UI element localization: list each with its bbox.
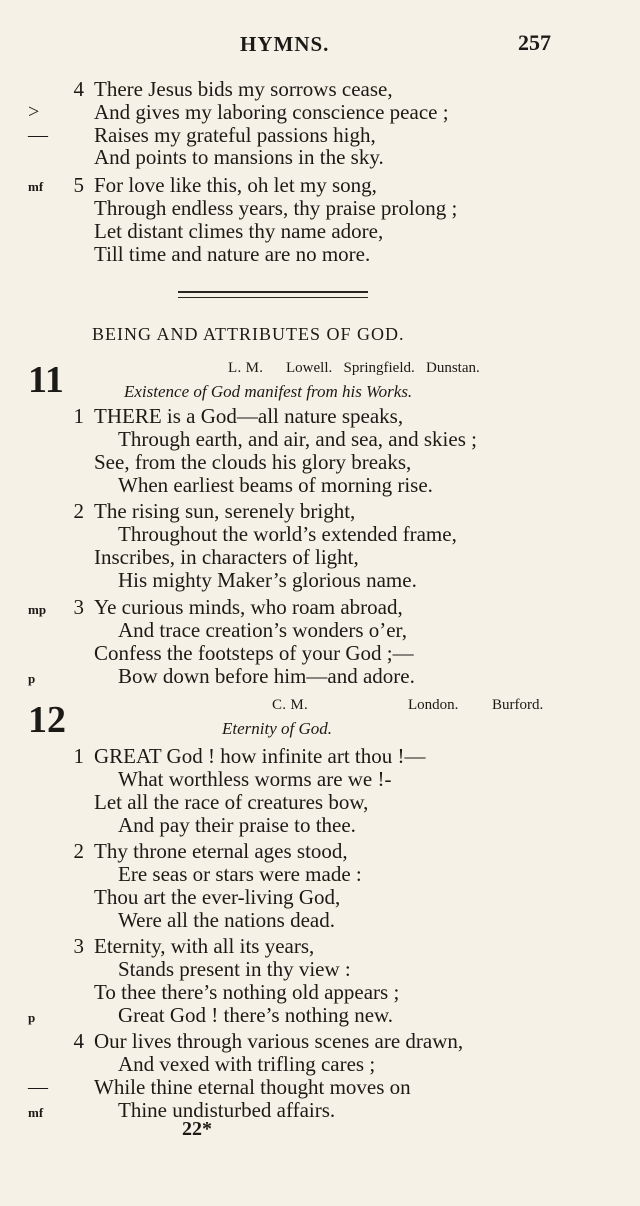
dynamic-mark: >: [28, 101, 40, 123]
verse-number: 3: [73, 934, 84, 958]
verse-number: 5: [73, 173, 84, 197]
page-number: 257: [518, 30, 551, 55]
double-rule-top: [178, 291, 368, 293]
dynamic-mark: mf: [28, 1105, 44, 1120]
verse-number: 2: [73, 839, 84, 863]
hymn-number: 11: [28, 359, 64, 401]
hymn-meter: L. M.: [228, 360, 264, 376]
hymn-number: 12: [28, 699, 66, 741]
signature-mark: 22*: [182, 1118, 212, 1140]
verse-number: 1: [73, 744, 84, 768]
double-rule-bottom: [178, 297, 368, 298]
dynamic-mark: p: [28, 1010, 36, 1025]
verse-number: 1: [73, 404, 84, 428]
dynamic-mark: mp: [28, 602, 47, 617]
verse-number: 2: [73, 499, 84, 523]
dynamic-mark: —: [28, 1076, 48, 1098]
running-header: HYMNS.: [240, 32, 330, 56]
hymnal-page: HYMNS. 257 4 There Jesus bids my sorrows cease, > And gives my laboring conscience peace ; — Raises my grateful passions high, And points to mansions in the sky. mf 5 For love like this, oh let my song, Through endless years, thy praise prolong ; Let distant climes thy name adore, Till time and nature are no more. BEING AND ATTRIBUTES OF GOD. 11 L. M. Lowell. Springfield. Dunstan. Existence of God manifest from his Works. 1 THERE is a God—all nature speaks, Through earth, and air, and sea, and skies ; See, from the clouds his glory breaks, When earliest beams of morning rise. 2 The rising sun, serenely bright, Throughout the world’s extended frame, Inscribes, in characters of light, His mighty Maker’s glorious name. mp 3 Ye curious minds, who roam abroad, And trace creation’s wonders o’er, Confess the footsteps of your God ;— p Bow down before him—and adore. 12 C. M. London. Burford. Eternity of God. 1 GREAT God ! how infinite art thou !— What worthless worms are we !- Let all the race of creatures bow, And pay their praise to thee. 2 Thy throne eternal ages stood, Ere seas or stars were made : Thou art the ever-living God, Were all the nations dead. 3 Eternity, with all its years, Stands present in thy view : To thee there’s nothing old appears ; p Great God ! there’s nothing new. 4 Our lives through various scenes are drawn, And vexed with trifling cares ; — While thine eternal thought moves on mf Thine undisturbed affairs. 22*: [28, 30, 551, 1140]
hymn-meter: C. M.: [272, 697, 309, 713]
dynamic-mark: mf: [28, 179, 44, 194]
verse-number: 4: [73, 77, 84, 101]
dynamic-mark: —: [28, 124, 48, 146]
hymn-subtitle: Eternity of God.: [222, 719, 333, 738]
dynamic-mark: p: [28, 671, 36, 686]
verse-number: 4: [73, 1029, 84, 1053]
section-heading: BEING AND ATTRIBUTES OF GOD.: [92, 324, 405, 344]
verse-number: 3: [73, 595, 84, 619]
hymn-tunes: Lowell. Springfield. Dunstan.: [286, 360, 480, 376]
hymn-tune: London.: [408, 697, 459, 713]
hymn-subtitle: Existence of God manifest from his Works.: [124, 382, 413, 401]
hymn-tune: Burford.: [492, 697, 544, 713]
